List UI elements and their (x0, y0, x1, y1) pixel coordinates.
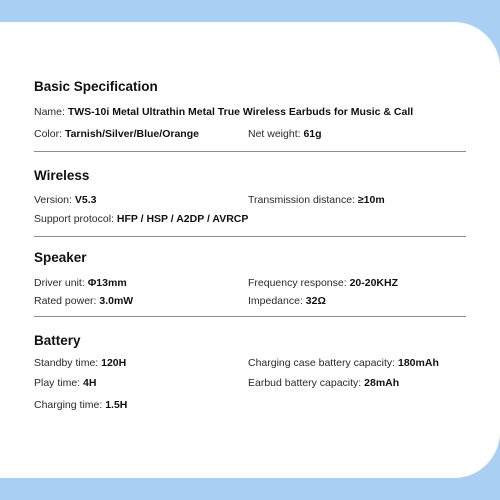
field-version (34, 194, 96, 206)
section-title-speaker: Speaker (34, 250, 87, 265)
color-value: Tarnish/Silver/Blue/Orange (64, 128, 199, 140)
driver-label: Driver unit: (34, 277, 85, 289)
section-title-wireless: Wireless (34, 168, 90, 183)
earbud-capacity-label: Earbud battery capacity: (248, 377, 362, 389)
spec-card (0, 22, 500, 478)
play-label: Play time: (34, 377, 81, 389)
protocol-label: Support protocol: (34, 213, 114, 225)
field-charging (34, 399, 127, 411)
standby-label: Standby time: (34, 357, 99, 369)
name-value: TWS-10i Metal Ultrathin Metal True Wireless Earbuds for Music & Call (67, 106, 414, 118)
color-label: Color: (34, 128, 63, 140)
play-value: 4H (83, 377, 97, 389)
earbud-capacity-value: 28mAh (364, 377, 400, 389)
case-capacity-value: 180mAh (398, 357, 439, 369)
impedance-value: 32Ω (305, 295, 326, 307)
field-driver (34, 277, 127, 289)
field-earbud-capacity (248, 377, 399, 389)
version-value: V5.3 (74, 194, 97, 206)
divider (34, 151, 466, 152)
power-label: Rated power: (34, 295, 97, 307)
version-label: Version: (34, 194, 72, 206)
divider (34, 316, 466, 317)
protocol-value: HFP / HSP / A2DP / AVRCP (116, 213, 249, 225)
section-title-basic: Basic Specification (34, 79, 158, 94)
weight-label: Net weight: (248, 128, 301, 140)
field-power (34, 295, 133, 307)
distance-label: Transmission distance: (248, 194, 355, 206)
field-frequency (248, 277, 398, 289)
field-weight (248, 128, 322, 140)
charging-value: 1.5H (105, 399, 128, 411)
section-title-battery: Battery (34, 333, 81, 348)
field-play (34, 377, 96, 389)
power-value: 3.0mW (99, 295, 134, 307)
charging-label: Charging time: (34, 399, 103, 411)
field-protocol (34, 213, 248, 225)
field-case-capacity (248, 357, 439, 369)
bottom-strip (0, 478, 500, 500)
name-label: Name: (34, 106, 65, 118)
field-color (34, 128, 199, 140)
field-impedance (248, 295, 326, 307)
impedance-label: Impedance: (248, 295, 303, 307)
frequency-value: 20-20KHZ (349, 277, 398, 289)
case-capacity-label: Charging case battery capacity: (248, 357, 396, 369)
distance-value: ≥10m (357, 194, 385, 206)
standby-value: 120H (101, 357, 127, 369)
field-distance (248, 194, 385, 206)
driver-value: Φ13mm (87, 277, 127, 289)
field-standby (34, 357, 126, 369)
field-name (34, 106, 413, 118)
weight-value: 61g (303, 128, 322, 140)
frequency-label: Frequency response: (248, 277, 347, 289)
divider (34, 236, 466, 237)
